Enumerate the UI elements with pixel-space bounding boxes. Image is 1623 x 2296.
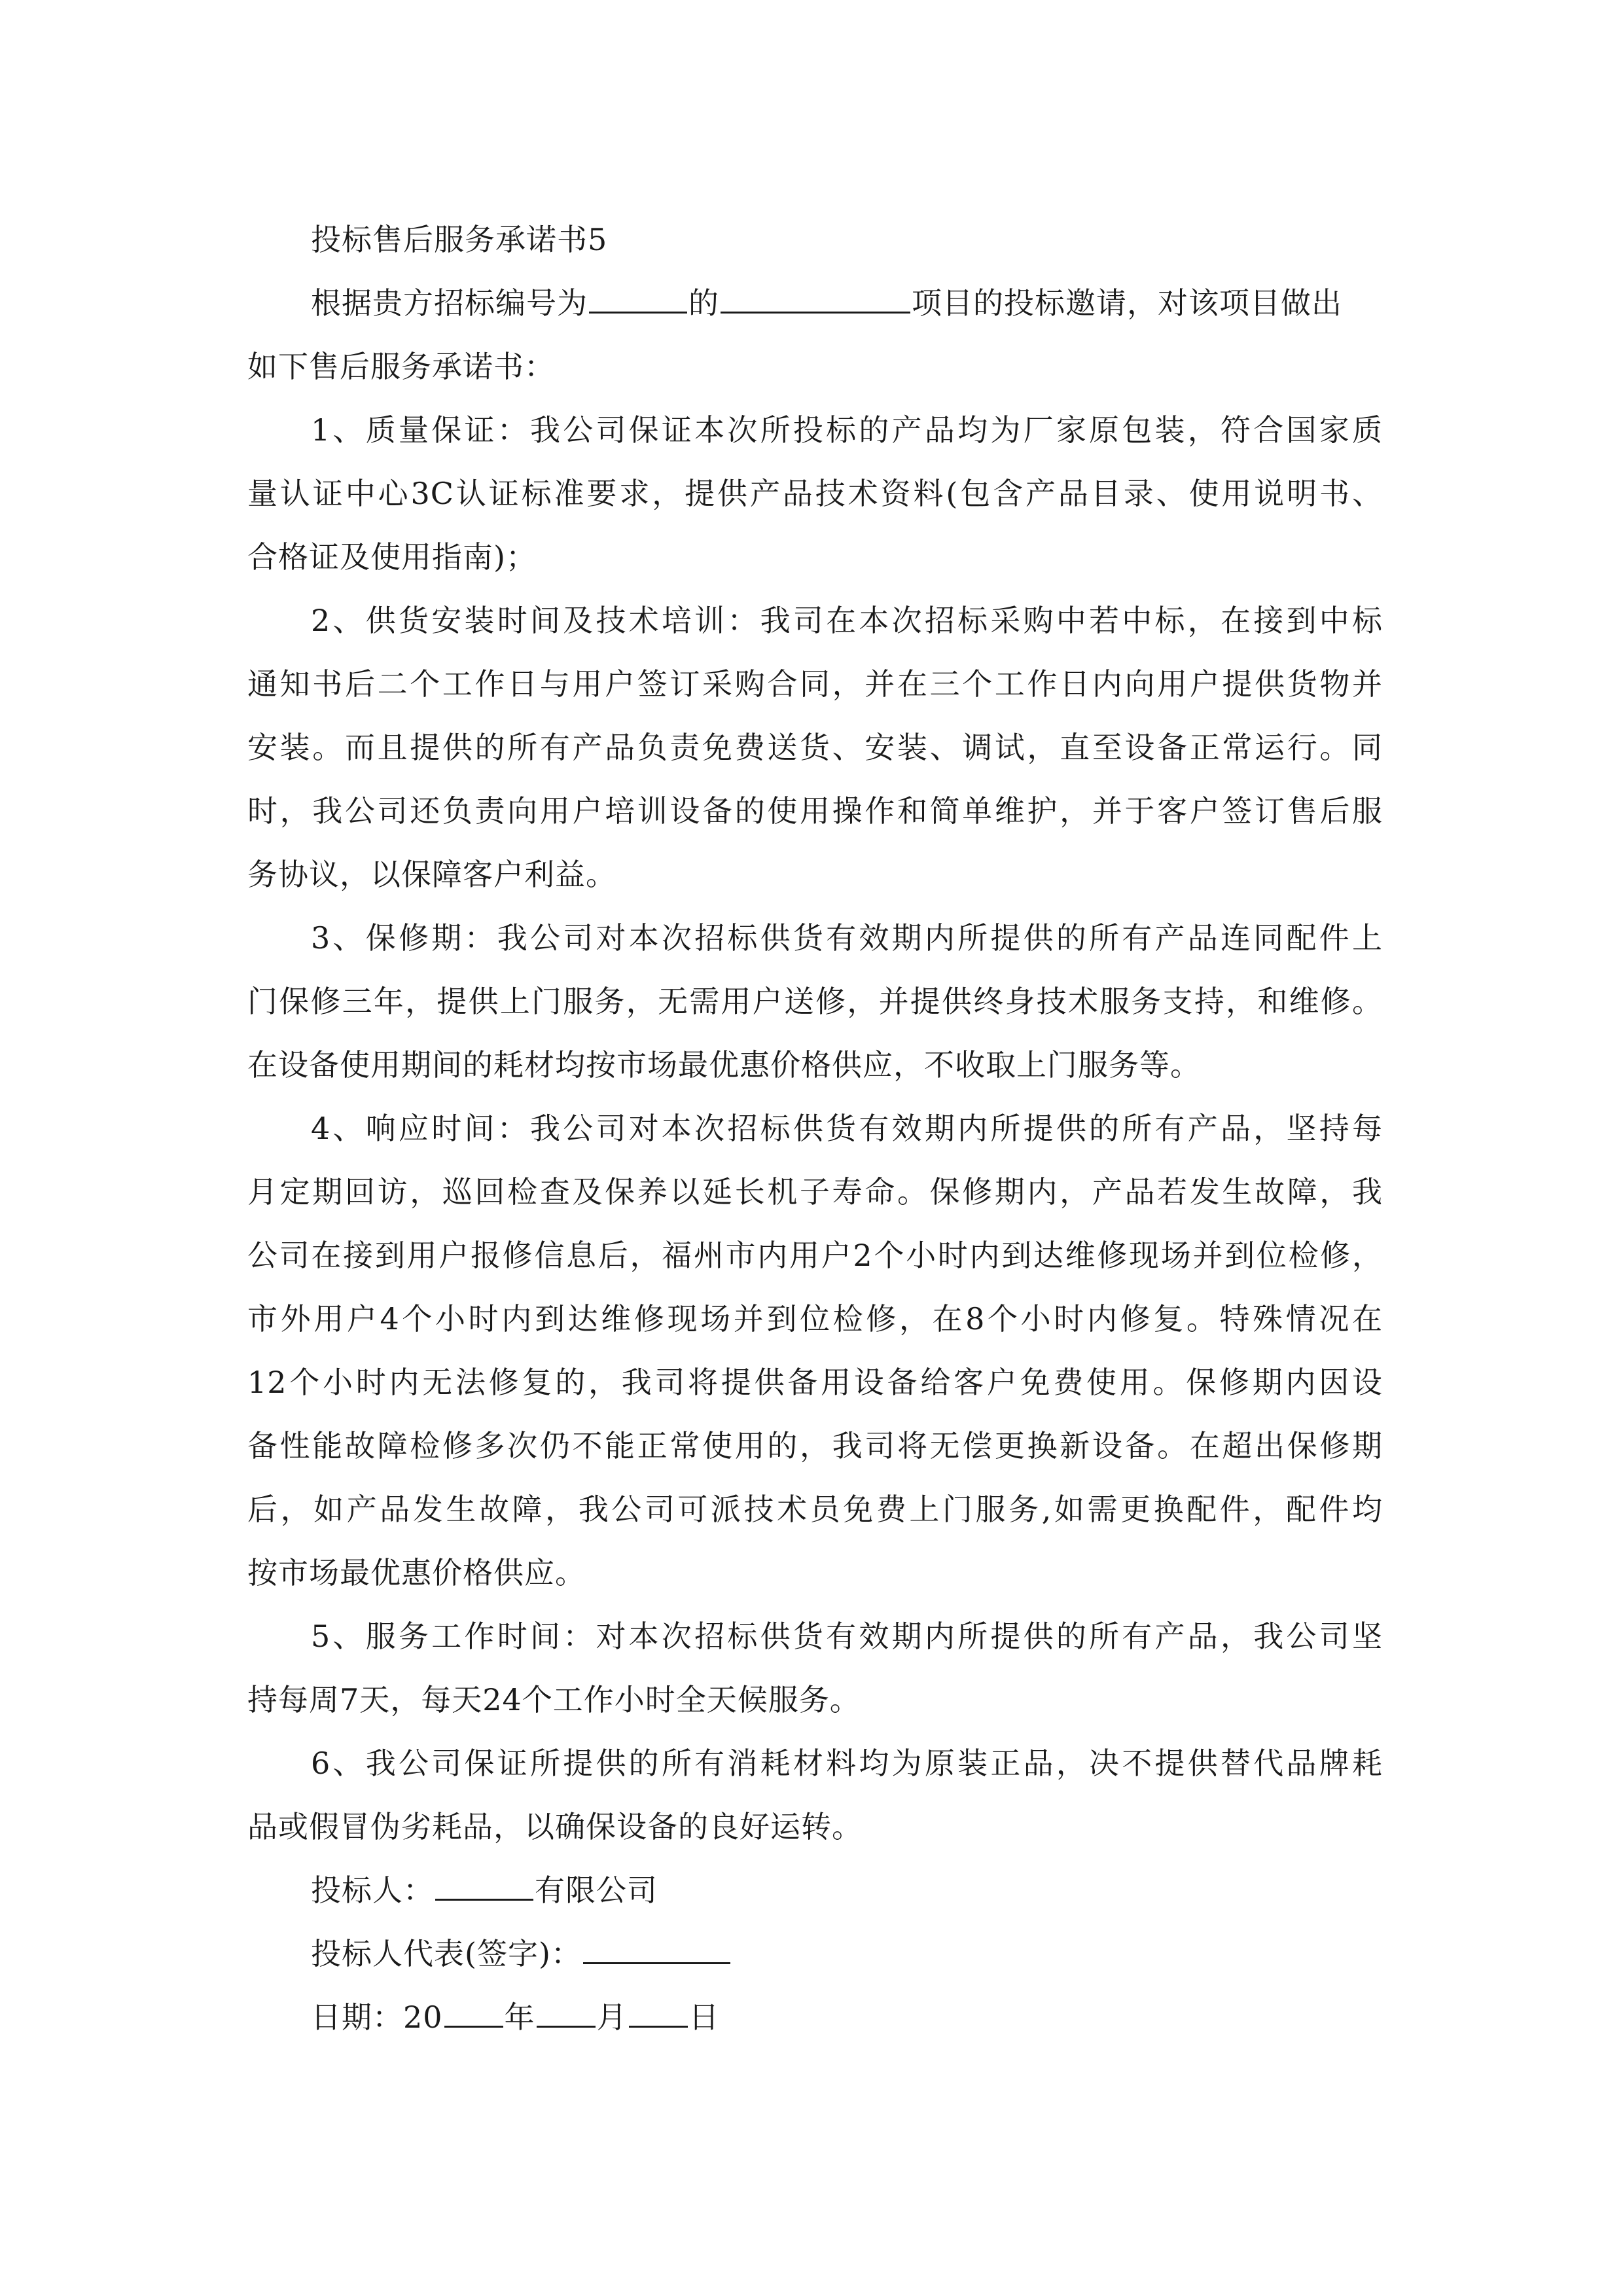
bidder-suffix: 有限公司: [535, 1873, 658, 1908]
item-1-line-2: 量认证中心3C认证标准要求，提供产品技术资料(包含产品目录、使用说明书、: [247, 476, 1383, 511]
intro-text-1: 根据贵方招标编号为: [311, 285, 588, 321]
item-6-line-1: 6、我公司保证所提供的所有消耗材料均为原装正品，决不提供替代品牌耗: [311, 1746, 1383, 1781]
day-blank: [629, 1992, 688, 2028]
item-5-line-1: 5、服务工作时间：对本次招标供货有效期内所提供的所有产品，我公司坚: [311, 1619, 1383, 1654]
document-title: 投标售后服务承诺书5: [311, 222, 608, 257]
item-4-line-2: 月定期回访，巡回检查及保养以延长机子寿命。保修期内，产品若发生故障，我: [247, 1174, 1383, 1210]
item-4-line-6: 备性能故障检修多次仍不能正常使用的，我司将无偿更换新设备。在超出保修期: [247, 1428, 1383, 1463]
tender-number-blank: [589, 278, 687, 314]
year-blank: [444, 1992, 503, 2028]
month-blank: [537, 1992, 596, 2028]
item-2-line-2: 通知书后二个工作日与用户签订采购合同，并在三个工作日内向用户提供货物并: [247, 666, 1383, 702]
item-1-line-1: 1、质量保证：我公司保证本次所投标的产品均为厂家原包装，符合国家质: [311, 412, 1383, 448]
date-year: 年: [504, 2000, 535, 2035]
representative-label: 投标人代表(签字)：: [311, 1936, 582, 1971]
intro-text-3: 项目的投标邀请，对该项目做出: [912, 285, 1342, 321]
item-4-line-1: 4、响应时间：我公司对本次招标供货有效期内所提供的所有产品，坚持每: [311, 1111, 1383, 1146]
item-2-line-4: 时，我公司还负责向用户培训设备的使用操作和简单维护，并于客户签订售后服: [247, 793, 1383, 829]
intro-line-2: 如下售后服务承诺书：: [247, 349, 555, 384]
date-line: [247, 1986, 1383, 2049]
item-1-line-3: 合格证及使用指南)；: [247, 539, 537, 575]
intro-text-2: 的: [688, 285, 719, 321]
item-2-line-1: 2、供货安装时间及技术培训：我司在本次招标采购中若中标，在接到中标: [311, 603, 1383, 638]
item-5-line-2: 持每周7天，每天24个工作小时全天候服务。: [247, 1682, 861, 1717]
item-4-line-7: 后，如产品发生故障，我公司可派技术员免费上门服务,如需更换配件，配件均: [247, 1492, 1383, 1527]
intro-line-1: [247, 272, 1383, 335]
item-6-line-2: 品或假冒伪劣耗品，以确保设备的良好运转。: [247, 1809, 863, 1844]
item-2-line-5: 务协议，以保障客户利益。: [247, 857, 616, 892]
bidder-company-blank: [435, 1865, 533, 1901]
document-body: [247, 208, 1383, 2049]
item-3-line-3: 在设备使用期间的耗材均按市场最优惠价格供应，不收取上门服务等。: [247, 1047, 1201, 1083]
item-4-line-3: 公司在接到用户报修信息后，福州市内用户2个小时内到达维修现场并到位检修，: [247, 1238, 1383, 1273]
item-4-line-4: 市外用户4个小时内到达维修现场并到位检修，在8个小时内修复。特殊情况在: [247, 1301, 1383, 1336]
bidder-line: [247, 1859, 1383, 1922]
date-day: 日: [688, 2000, 720, 2035]
date-label: 日期：20: [311, 2000, 443, 2035]
representative-line: [247, 1922, 1383, 1986]
item-2-line-3: 安装。而且提供的所有产品负责免费送货、安装、调试，直至设备正常运行。同: [247, 730, 1383, 765]
item-3-line-1: 3、保修期：我公司对本次招标供货有效期内所提供的所有产品连同配件上: [311, 920, 1383, 956]
item-4-line-5: 12个小时内无法修复的，我司将提供备用设备给客户免费使用。保修期内因设: [247, 1365, 1383, 1400]
date-month: 月: [596, 2000, 628, 2035]
project-name-blank: [721, 278, 910, 314]
item-4-line-8: 按市场最优惠价格供应。: [247, 1555, 586, 1590]
bidder-label: 投标人：: [311, 1873, 434, 1908]
item-3-line-2: 门保修三年，提供上门服务，无需用户送修，并提供终身技术服务支持，和维修。: [247, 984, 1383, 1019]
representative-signature-blank: [583, 1928, 730, 1964]
